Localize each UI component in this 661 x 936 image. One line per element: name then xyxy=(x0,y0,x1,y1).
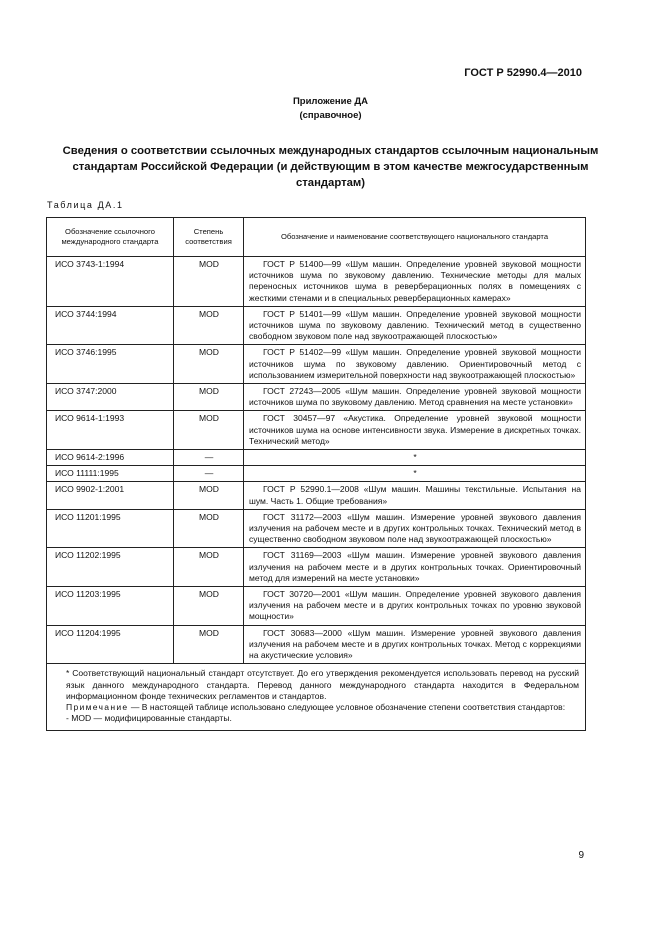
table-row xyxy=(47,548,586,587)
national-standard-description xyxy=(244,345,586,384)
main-title: Сведения о соответствии ссылочных международных стандартов ссылочным национальным стандартам Российской Федерации (и действующим в этом качестве межгосударственным стандартам) xyxy=(62,145,599,189)
degree-of-correspondence: MOD xyxy=(174,587,244,626)
note-label: Примечание xyxy=(66,702,129,713)
national-standard-text: ГОСТ 30683—2000 «Шум машин. Измерение уровней звукового давления излучения на рабочем месте и в других контрольных точках. Метод с коррекциями на акустические условия» xyxy=(249,627,581,661)
international-standard-code: ИСО 9614-1:1993 xyxy=(47,411,174,450)
table-header-row xyxy=(47,218,586,257)
national-standard-description xyxy=(244,587,586,626)
national-standard-description: * xyxy=(244,450,586,466)
national-standard-description xyxy=(244,482,586,509)
national-standard-description xyxy=(244,306,586,345)
national-standard-text: ГОСТ Р 51402—99 «Шум машин. Определение уровней звуковой мощности источников шума по звуковому давлению. Ориентировочный метод с использованием измерительной поверхности над звукоотражающей плоскостью» xyxy=(249,347,581,380)
national-standard-text: ГОСТ Р 51400—99 «Шум машин. Определение уровней звуковой мощности источников шума по звуковому давлению. Технические методы для малых переносных источников шума в реверберационных полях в помещениях с жесткими стенами и в специальных реверберационных камерах» xyxy=(249,259,581,303)
table-row xyxy=(47,384,586,411)
degree-of-correspondence: MOD xyxy=(174,625,244,664)
table-footnote-row xyxy=(47,664,586,730)
appendix-heading xyxy=(0,95,661,123)
international-standard-code: ИСО 11203:1995 xyxy=(47,587,174,626)
degree-of-correspondence: MOD xyxy=(174,509,244,548)
international-standard-code: ИСО 3747:2000 xyxy=(47,384,174,411)
national-standard-description xyxy=(244,384,586,411)
appendix-subtitle: (справочное) xyxy=(299,110,362,121)
table-row xyxy=(47,587,586,626)
national-standard-text: ГОСТ 27243—2005 «Шум машин. Определение уровней звуковой мощности источников шума по звуковому давлению. Метод сравнения на месте установки» xyxy=(249,386,581,408)
national-standard-text: ГОСТ 30457—97 «Акустика. Определение уровней звуковой мощности источников шума на основе интенсивности звука. Измерение в дискретных точках. Технический метод» xyxy=(249,413,581,446)
table-row xyxy=(47,345,586,384)
international-standard-code: ИСО 11111:1995 xyxy=(47,466,174,482)
national-standard-description xyxy=(244,509,586,548)
international-standard-code: ИСО 11204:1995 xyxy=(47,625,174,664)
degree-of-correspondence: MOD xyxy=(174,345,244,384)
international-standard-code: ИСО 9614-2:1996 xyxy=(47,450,174,466)
table-row xyxy=(47,625,586,664)
national-standard-text: ГОСТ Р 51401—99 «Шум машин. Определение уровней звуковой мощности источников шума по звуковому давлению. Технический метод в существенно свободном звуковом поле над звукоотражающей плоскостью» xyxy=(249,308,581,342)
degree-of-correspondence: — xyxy=(174,450,244,466)
table-row xyxy=(47,257,586,307)
international-standard-code: ИСО 11201:1995 xyxy=(47,509,174,548)
degree-of-correspondence: MOD xyxy=(174,482,244,509)
table-row xyxy=(47,450,586,466)
header-national-standard: Обозначение и наименование соответствующего национального стандарта xyxy=(244,218,586,257)
degree-of-correspondence: MOD xyxy=(174,257,244,307)
appendix-title: Приложение ДА xyxy=(292,96,369,107)
degree-of-correspondence: MOD xyxy=(174,548,244,587)
table-row xyxy=(47,306,586,345)
table-row xyxy=(47,411,586,450)
national-standard-description xyxy=(244,411,586,450)
note xyxy=(53,702,579,713)
international-standard-code: ИСО 3746:1995 xyxy=(47,345,174,384)
international-standard-code: ИСО 9902-1:2001 xyxy=(47,482,174,509)
international-standard-code: ИСО 3743-1:1994 xyxy=(47,257,174,307)
national-standard-description xyxy=(244,548,586,587)
page-number: 9 xyxy=(578,850,584,861)
table-row xyxy=(47,466,586,482)
footnote: * Соответствующий национальный стандарт отсутствует. До его утверждения рекомендуется использовать перевод на русский язык данного международного стандарта. Перевод данного международного стандарта находится в Федеральном информационном фонде технических регламентов и стандартов. xyxy=(66,668,579,701)
note-item: - MOD — модифицированные стандарты. xyxy=(66,713,232,724)
table-row xyxy=(47,482,586,509)
national-standard-text: ГОСТ 31169—2003 «Шум машин. Измерение уровней звукового давления излучения на рабочем месте и в других контрольных точках. Ориентировочный метод для измерений на месте установки» xyxy=(249,550,581,583)
note-text: — В настоящей таблице использовано следующее условное обозначение степени соответствия стандартов: xyxy=(130,702,566,713)
international-standard-code: ИСО 3744:1994 xyxy=(47,306,174,345)
document-header-standard: ГОСТ Р 52990.4—2010 xyxy=(464,67,582,79)
international-standard-code: ИСО 11202:1995 xyxy=(47,548,174,587)
table-row xyxy=(47,509,586,548)
national-standard-text: ГОСТ 30720—2001 «Шум машин. Определение уровней звукового давления излучения на рабочем месте и в других контрольных точках по уровню звуковой мощности» xyxy=(249,589,581,622)
degree-of-correspondence: MOD xyxy=(174,411,244,450)
national-standard-description xyxy=(244,625,586,664)
national-standard-description: * xyxy=(244,466,586,482)
header-international-standard: Обозначение ссылочного международного стандарта xyxy=(47,218,174,257)
degree-of-correspondence: MOD xyxy=(174,306,244,345)
header-degree: Степень соответствия xyxy=(174,218,244,257)
national-standard-description xyxy=(244,257,586,307)
correspondence-table xyxy=(46,217,586,731)
degree-of-correspondence: MOD xyxy=(174,384,244,411)
degree-of-correspondence: — xyxy=(174,466,244,482)
table-label: Таблица ДА.1 xyxy=(47,200,124,210)
national-standard-text: ГОСТ 31172—2003 «Шум машин. Измерение уровней звукового давления излучения на рабочем месте и в других контрольных точках. Технический метод в существенно свободном звуковом поле над звукоотражающей плоскостью» xyxy=(249,511,581,545)
national-standard-text: ГОСТ Р 52990.1—2008 «Шум машин. Машины текстильные. Испытания на шум. Часть 1. Общие требования» xyxy=(249,484,581,506)
